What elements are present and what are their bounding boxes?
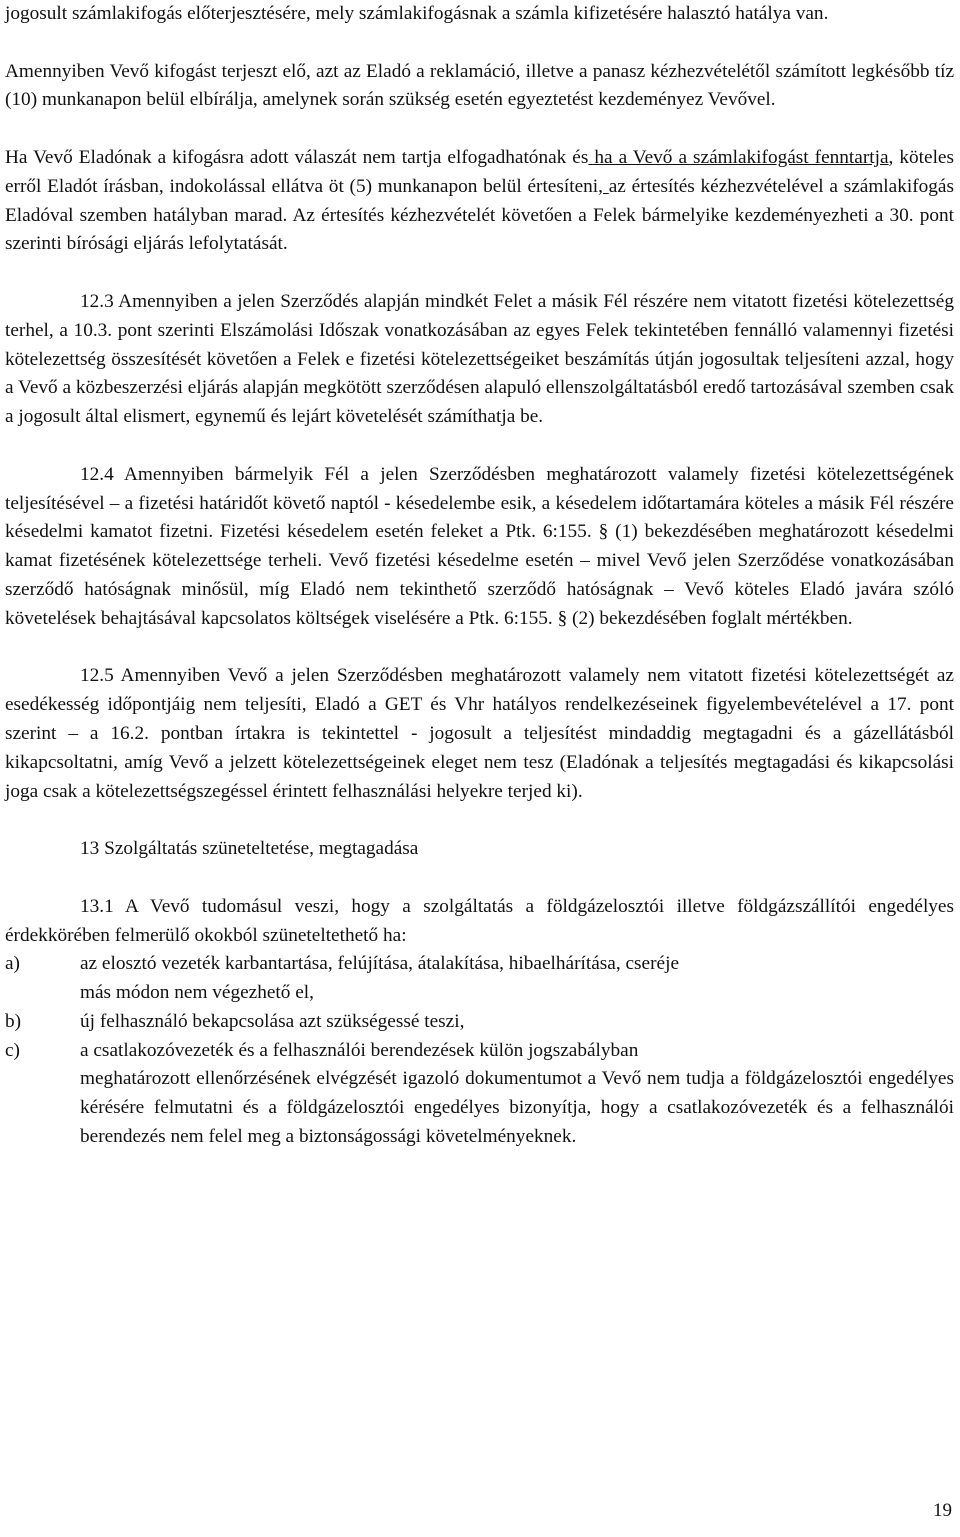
list-text: új felhasználó bekapcsolása azt szükségessé teszi, [80, 1010, 465, 1032]
document-page [5, 0, 954, 1152]
list-label: a) [5, 953, 20, 975]
paragraph-objection-maintain [5, 144, 954, 259]
list-label: c) [5, 1039, 20, 1061]
paragraph-objection-review: Amennyiben Vevő kifogást terjeszt elő, azt az Eladó a reklamáció, illetve a panasz kézhezvételétől számított legkésőbb tíz (10) munkanapon belül elbírálja, amelynek során szükség esetén egyeztetést kezdeményez Vevővel. [5, 60, 954, 111]
section-13-heading: 13 Szolgáltatás szüneteltetése, megtagadása [80, 838, 419, 860]
list-text-continued: meghatározott ellenőrzésének elvégzését igazoló dokumentumot a Vevő nem tudja a földgázelosztói engedélyes kérésére felmutatni és a földgázelosztói engedélyes bizonyítja, hogy a csatlakozóvezeték és a felhasználói berendezés nem felel meg a biztonságossági követelményeknek. [80, 1068, 954, 1148]
list-label: b) [5, 1010, 22, 1032]
list-text-continued: más módon nem végezhető el, [80, 982, 314, 1004]
spacer [5, 864, 954, 893]
section-13-1: 13.1 A Vevő tudomásul veszi, hogy a szolgáltatás a földgázelosztói illetve földgázszállítói engedélyes érdekkörében felmerülő okokból szüneteltethető ha: [5, 895, 954, 946]
text-segment: Ha Vevő Eladónak a kifogásra adott válaszát nem tartja elfogadhatónak és [5, 146, 589, 168]
section-12-3: 12.3 Amennyiben a jelen Szerződés alapján mindkét Felet a másik Fél részére nem vitatott fizetési kötelezettség terhel, a 10.3. pont szerinti Elszámolási Időszak vonatkozásában az egyes Felek tekintetében fennálló valamennyi fizetési kötelezettség összesítését követően a Felek e fizetési kötelezettségeiket beszámítás útján jogosultak teljesíteni azzal, hogy a Vevő a közbeszerzési eljárás alapján megkötött szerződésen alapuló ellenszolgáltatásból eredő tartozásával szemben csak a jogosult által elismert, egynemű és lejárt követelését számíthatja be. [5, 290, 954, 428]
list-item [5, 1037, 954, 1152]
spacer [5, 634, 954, 663]
section-12-4: 12.4 Amennyiben bármelyik Fél a jelen Szerződésben meghatározott valamely fizetési kötelezettségének teljesítésével – a fizetési határidőt követő naptól - késedelembe esik, a késedelem időtartamára köteles a másik Fél részére késedelmi kamatot fizetni. Fizetési késedelem esetén feleket a Ptk. 6:155. § (1) bekezdésében meghatározott késedelmi kamat fizetésének kötelezettsége terheli. Vevő fizetési késedelme esetén – mivel Vevő jelen Szerződése vonatkozásában szerződő hatóságnak minősül, míg Eladó nem tekinthető szerződő hatóságnak – Vevő köteles Eladó javára szóló követelések behajtásával kapcsolatos költségek viselésére a Ptk. 6:155. § (2) bekezdésében foglalt mértékben. [5, 463, 954, 629]
list-text: az elosztó vezeték karbantartása, felújítása, átalakítása, hibaelhárítása, cseréje [80, 953, 679, 975]
text-segment: , köteles erről Eladót írásban, indokolással ellátva öt (5) munkanapon belül értesíteni, [5, 146, 954, 197]
underlined-text: ha a Vevő a számlakifogást fenntartja [588, 146, 889, 168]
text-segment: az értesítés kézhezvételével a számlakifogás Eladóval szemben hatályban marad. Az értesítés kézhezvételét követően a Felek bármelyike kezdeményezheti a 30. pont szerinti bírósági eljárás lefolytatását. [5, 175, 954, 255]
spacer [5, 29, 954, 58]
page-number: 19 [933, 1500, 952, 1521]
spacer [5, 806, 954, 835]
spacer [5, 259, 954, 288]
list-text: a csatlakozóvezeték és a felhasználói berendezések külön jogszabályban [80, 1039, 639, 1061]
section-12-5: 12.5 Amennyiben Vevő a jelen Szerződésben meghatározott valamely nem vitatott fizetési kötelezettségét az esedékesség időpontjáig nem teljesíti, Eladó a GET és Vhr hatályos rendelkezéseinek figyelembevételével a 17. pont szerint – a 16.2. pontban írtakra is tekintettel - jogosult a teljesítést mindaddig megtagadni és a gázellátásból kikapcsoltatni, amíg Vevő a jelzett kötelezettségeinek eleget nem tesz (Eladónak a teljesítés megtagadási és kikapcsolási joga csak a kötelezettségszegéssel érintett felhasználási helyekre terjed ki). [5, 665, 954, 802]
list-item [5, 1008, 954, 1037]
spacer [5, 115, 954, 144]
paragraph-invoice-objection-effect: jogosult számlakifogás előterjesztésére, mely számlakifogásnak a számla kifizetésére halasztó hatálya van. [5, 3, 829, 24]
list-item [5, 950, 954, 1008]
spacer [5, 432, 954, 461]
